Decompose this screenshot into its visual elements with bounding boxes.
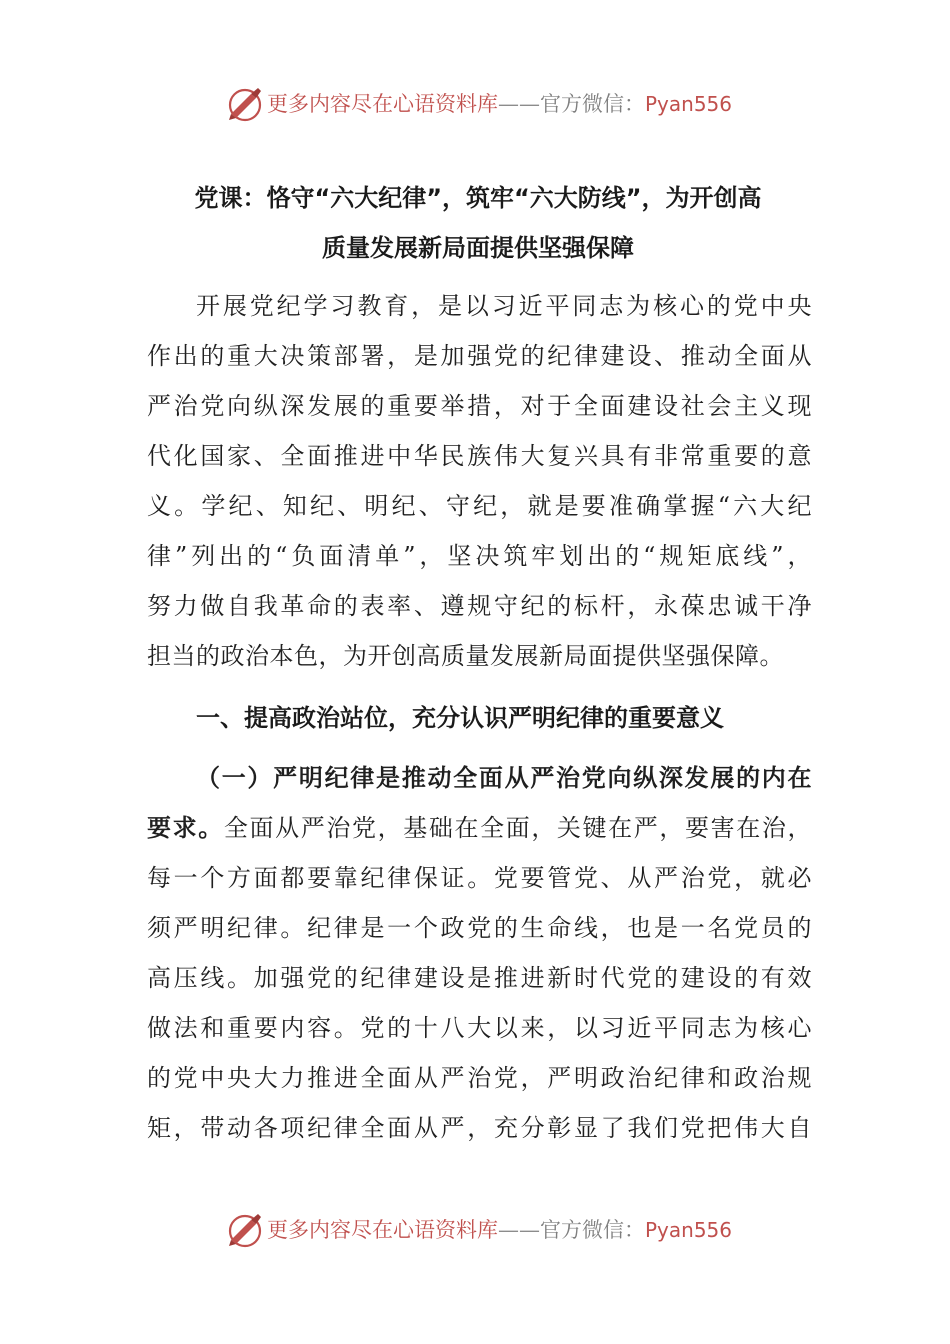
watermark-label: 官方微信： xyxy=(540,92,645,116)
watermark-id: Pyan556 xyxy=(645,1218,733,1242)
watermark-dash: —— xyxy=(498,1218,540,1242)
paragraph-line: 努力做自我革命的表率、遵规守纪的标杆，永葆忠诚干净 xyxy=(147,592,812,620)
paragraph-line: 义。学纪、知纪、明纪、守纪，就是要准确掌握“六大纪 xyxy=(147,492,812,520)
watermark-footer xyxy=(0,1208,950,1252)
paragraph-line: 代化国家、全面推进中华民族伟大复兴具有非常重要的意 xyxy=(147,442,812,470)
paragraph-line: 严治党向纵深发展的重要举措，对于全面建设社会主义现 xyxy=(147,392,812,420)
subsection-heading-tail: 要求。 xyxy=(147,814,224,842)
paragraph-line: 高压线。加强党的纪律建设是推进新时代党的建设的有效 xyxy=(147,964,812,992)
paragraph-line: 担当的政治本色，为开创高质量发展新局面提供坚强保障。 xyxy=(147,642,784,670)
document-title-line-1: 党课：恪守“六大纪律”，筑牢“六大防线”，为开创高 xyxy=(194,184,762,212)
watermark-label: 官方微信： xyxy=(540,1218,645,1242)
watermark-dash: —— xyxy=(498,92,540,116)
watermark-header xyxy=(0,82,950,126)
pen-logo-icon xyxy=(225,1210,265,1250)
watermark-id: Pyan556 xyxy=(645,92,733,116)
watermark-site: 更多内容尽在心语资料库 xyxy=(267,1218,498,1242)
pen-logo-icon xyxy=(225,84,265,124)
paragraph-line: 矩，带动各项纪律全面从严，充分彰显了我们党把伟大自 xyxy=(147,1114,812,1142)
paragraph-line: 须严明纪律。纪律是一个政党的生命线，也是一名党员的 xyxy=(147,914,812,942)
paragraph-line: 开展党纪学习教育，是以习近平同志为核心的党中央 xyxy=(196,292,812,320)
paragraph-line: 做法和重要内容。党的十八大以来，以习近平同志为核心 xyxy=(147,1014,812,1042)
document-title-line-2: 质量发展新局面提供坚强保障 xyxy=(322,234,634,262)
watermark-site: 更多内容尽在心语资料库 xyxy=(267,92,498,116)
paragraph-line xyxy=(147,812,812,844)
paragraph-line: 每一个方面都要靠纪律保证。党要管党、从严治党，就必 xyxy=(147,864,812,892)
paragraph-line: 作出的重大决策部署，是加强党的纪律建设、推动全面从 xyxy=(147,342,812,370)
paragraph-line: 的党中央大力推进全面从严治党，严明政治纪律和政治规 xyxy=(147,1064,812,1092)
section-heading: 一、提高政治站位，充分认识严明纪律的重要意义 xyxy=(196,704,724,732)
paragraph-line: 律”列出的“负面清单”，坚决筑牢划出的“规矩底线”， xyxy=(147,542,812,570)
subsection-heading: （一）严明纪律是推动全面从严治党向纵深发展的内在 xyxy=(196,764,812,792)
paragraph-text: 全面从严治党，基础在全面，关键在严，要害在治， xyxy=(223,814,813,842)
